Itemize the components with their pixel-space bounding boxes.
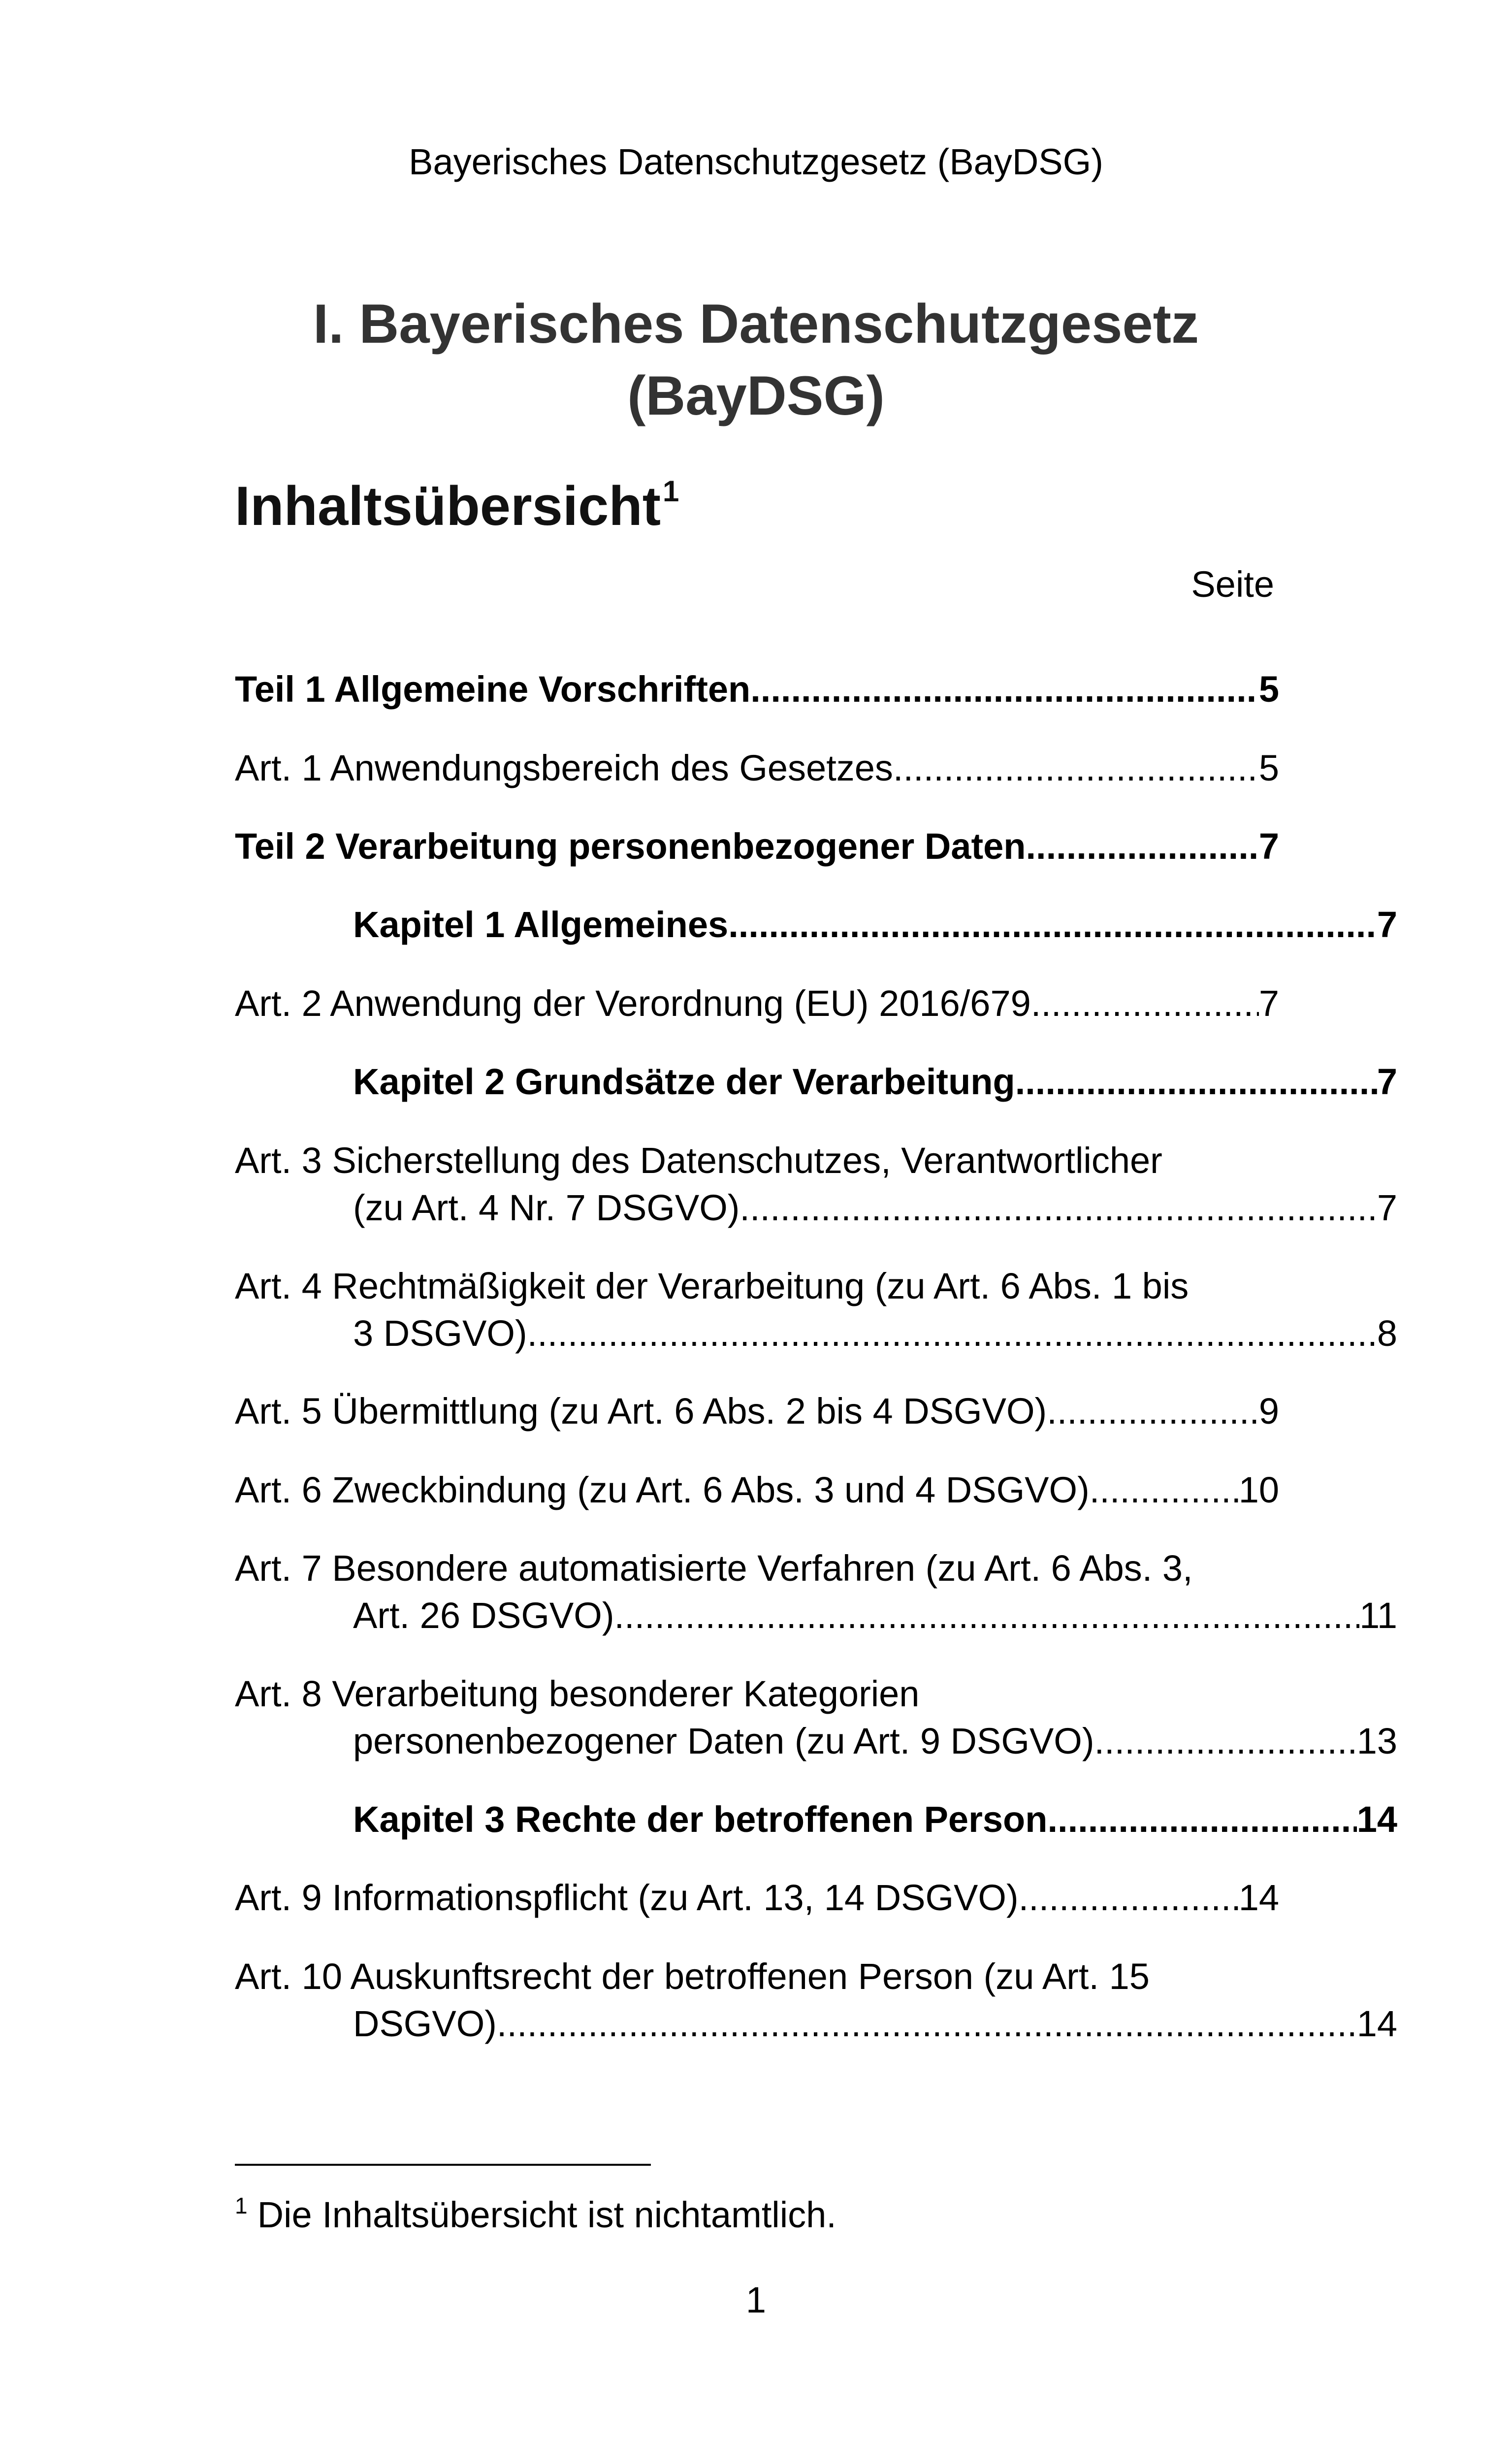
toc-entry-title-line-1: Art. 4 Rechtmäßigkeit der Verarbeitung (zu Art. 6 Abs. 1 bis <box>235 1266 1189 1306</box>
toc-entry-title: Kapitel 2 Grundsätze der Verarbeitung <box>353 1061 1015 1102</box>
toc-entry-page: 5 <box>1258 669 1279 710</box>
toc-entry-title: Art. 26 DSGVO) <box>353 1595 614 1636</box>
footnote-separator <box>235 2164 651 2166</box>
leader-dots <box>728 901 1377 948</box>
toc-entry-kapitel-2[interactable] <box>235 1058 1397 1106</box>
toc-entry-teil-2[interactable] <box>235 823 1279 870</box>
toc-entry-title-line-1: Art. 3 Sicherstellung des Datenschutzes, Verantwortlicher <box>235 1140 1162 1181</box>
leader-dots <box>1047 1796 1356 1843</box>
toc-entry-page: 14 <box>1356 1799 1397 1840</box>
toc-heading <box>235 475 679 537</box>
leader-dots <box>1090 1466 1239 1514</box>
toc-entry-title: Teil 2 Verarbeitung personenbezogener Daten <box>235 826 1026 867</box>
toc-entry-title-line-1: Art. 8 Verarbeitung besonderer Kategorien <box>235 1673 920 1714</box>
toc-entry-art-3[interactable] <box>235 1137 1397 1232</box>
toc-entry-page: 9 <box>1258 1391 1279 1432</box>
leader-dots <box>750 666 1259 713</box>
toc-entry-title: DSGVO) <box>353 2003 497 2044</box>
leader-dots <box>1026 823 1258 870</box>
toc-entry-page: 10 <box>1238 1469 1279 1510</box>
leader-dots <box>1047 1388 1259 1435</box>
toc-entry-page: 5 <box>1258 748 1279 788</box>
toc-entry-title: personenbezogener Daten (zu Art. 9 DSGVO) <box>353 1721 1094 1761</box>
leader-dots <box>497 2000 1357 2048</box>
toc-entry-page: 7 <box>1377 1061 1397 1102</box>
toc-entry-page: 7 <box>1377 904 1397 945</box>
toc-entry-title: Art. 1 Anwendungsbereich des Gesetzes <box>235 748 893 788</box>
footnote <box>235 2194 836 2233</box>
toc-entry-page: 7 <box>1258 983 1279 1024</box>
leader-dots <box>893 745 1259 792</box>
toc-entry-teil-1[interactable] <box>235 666 1279 713</box>
toc-entry-title: Teil 1 Allgemeine Vorschriften <box>235 669 751 710</box>
toc-entry-page: 7 <box>1258 826 1279 867</box>
toc-entry-title: Art. 6 Zweckbindung (zu Art. 6 Abs. 3 und 4 DSGVO) <box>235 1469 1090 1510</box>
toc-entry-art-4[interactable] <box>235 1263 1397 1357</box>
toc-entry-title: Art. 5 Übermittlung (zu Art. 6 Abs. 2 bis 4 DSGVO) <box>235 1391 1047 1432</box>
leader-dots <box>1015 1058 1377 1106</box>
document-title-line-1: I. Bayerisches Datenschutzgesetz <box>313 293 1199 355</box>
page-number: 1 <box>745 2280 767 2320</box>
footnote-text: Die Inhaltsübersicht ist nichtamtlich. <box>257 2194 836 2235</box>
toc-entry-art-9[interactable] <box>235 1874 1279 1922</box>
toc-entry-kapitel-1[interactable] <box>235 901 1397 948</box>
toc-entry-title-line-1: Art. 10 Auskunftsrecht der betroffenen Person (zu Art. 15 <box>235 1956 1150 1997</box>
footnote-mark: 1 <box>235 2193 248 2218</box>
footnote-reference[interactable]: 1 <box>663 475 679 508</box>
toc-entry-title: Kapitel 3 Rechte der betroffenen Person <box>353 1799 1048 1840</box>
toc-entry-title-line-1: Art. 7 Besondere automatisierte Verfahren (zu Art. 6 Abs. 3, <box>235 1548 1193 1589</box>
toc-entry-page: 7 <box>1377 1187 1397 1228</box>
toc-entry-art-5[interactable] <box>235 1388 1279 1435</box>
toc-entry-kapitel-3[interactable] <box>235 1796 1397 1843</box>
toc-entry-page: 11 <box>1359 1595 1397 1636</box>
toc-entry-page: 8 <box>1377 1313 1397 1354</box>
document-title <box>0 288 1512 432</box>
leader-dots <box>614 1592 1359 1639</box>
toc-entry-title: Art. 2 Anwendung der Verordnung (EU) 2016/679 <box>235 983 1031 1024</box>
toc-entry-page: 13 <box>1356 1721 1397 1761</box>
toc-entry-art-10[interactable] <box>235 1953 1397 2048</box>
document-title-line-2: (BayDSG) <box>627 365 885 426</box>
running-header: Bayerisches Datenschutzgesetz (BayDSG) <box>409 141 1103 182</box>
leader-dots <box>1094 1718 1356 1765</box>
leader-dots <box>1019 1874 1239 1922</box>
leader-dots <box>527 1310 1377 1357</box>
toc-heading-text: Inhaltsübersicht <box>235 475 661 537</box>
toc-entry-title: Art. 9 Informationspflicht (zu Art. 13, 14 DSGVO) <box>235 1877 1019 1918</box>
leader-dots <box>740 1184 1377 1232</box>
toc-entry-art-8[interactable] <box>235 1670 1397 1765</box>
toc-entry-art-6[interactable] <box>235 1466 1279 1514</box>
toc-entry-title: Kapitel 1 Allgemeines <box>353 904 729 945</box>
toc-entry-page: 14 <box>1356 2003 1397 2044</box>
toc-entry-art-1[interactable] <box>235 745 1279 792</box>
toc-entry-title: 3 DSGVO) <box>353 1313 527 1354</box>
leader-dots <box>1031 980 1259 1027</box>
toc-entry-art-7[interactable] <box>235 1545 1397 1639</box>
toc-entry-art-2[interactable] <box>235 980 1279 1027</box>
page-column-label: Seite <box>1191 564 1274 605</box>
toc-entry-page: 14 <box>1238 1877 1279 1918</box>
toc-entry-title: (zu Art. 4 Nr. 7 DSGVO) <box>353 1187 740 1228</box>
